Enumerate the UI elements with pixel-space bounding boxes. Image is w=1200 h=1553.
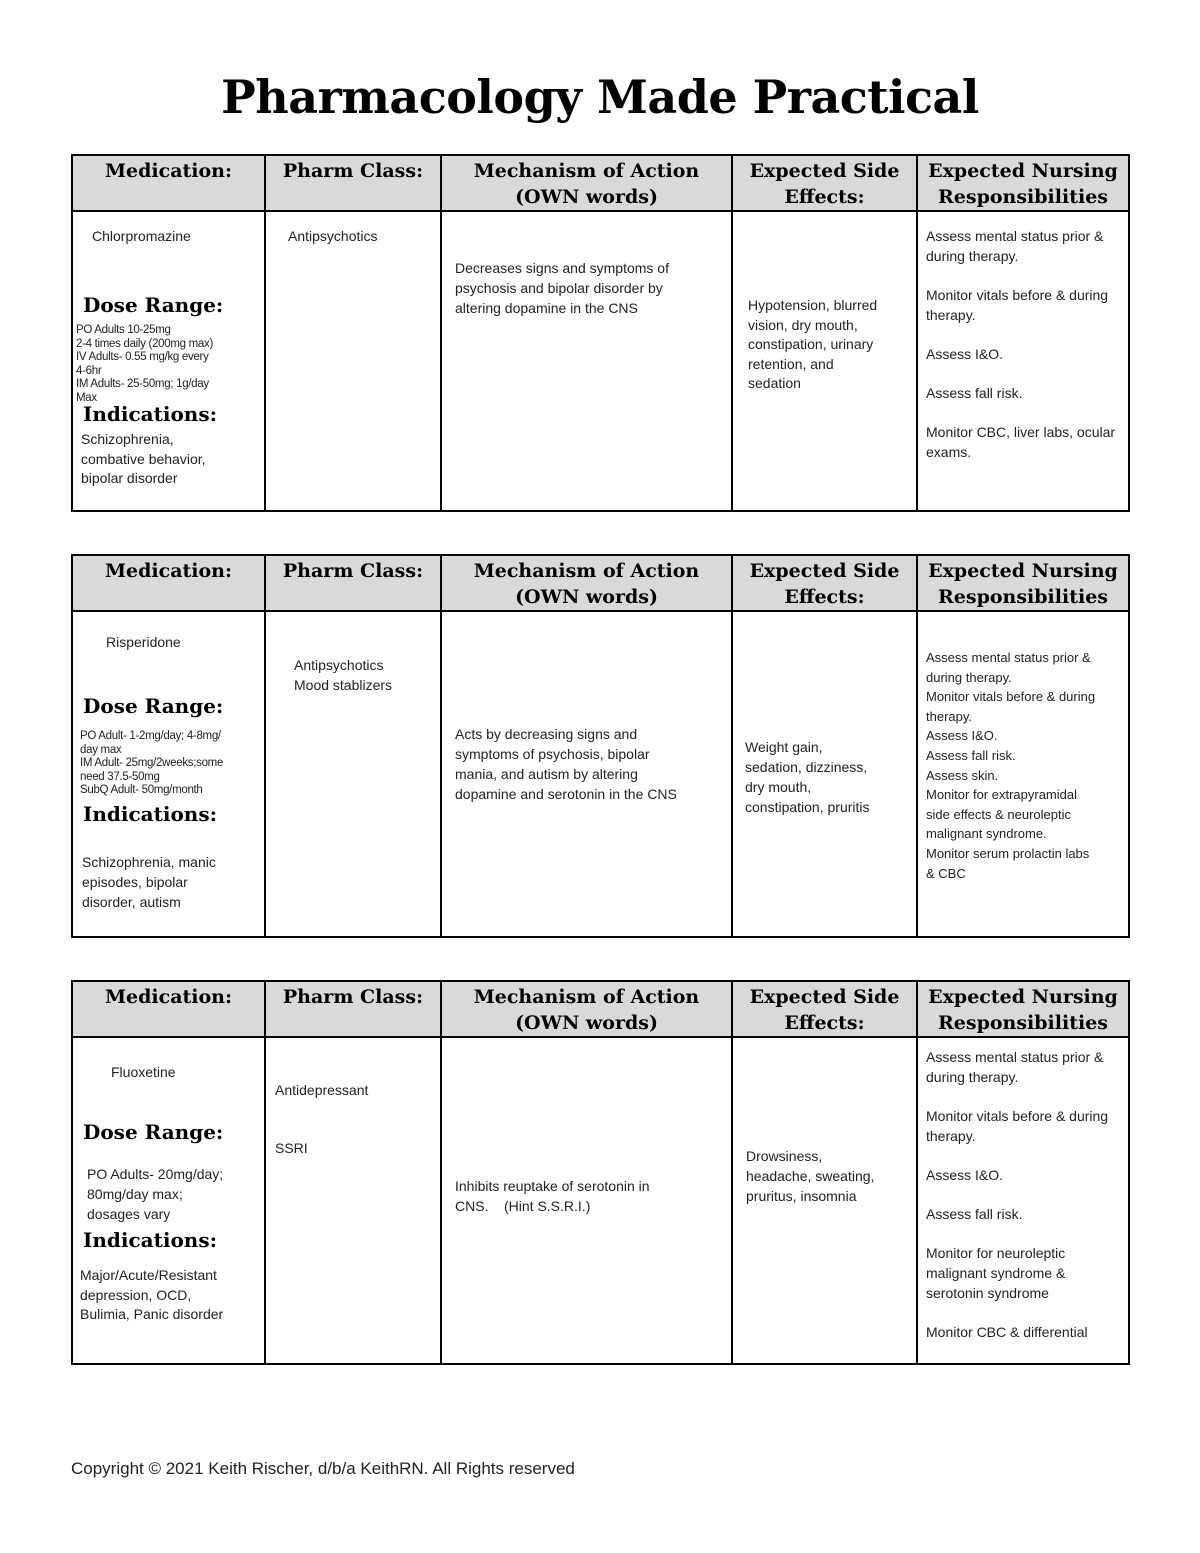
medication-cell bbox=[72, 211, 265, 511]
pharm-class-text: Antipsychotics bbox=[288, 228, 378, 244]
header-row bbox=[72, 155, 1129, 211]
header-mechanism: Mechanism of Action (OWN words) bbox=[441, 981, 732, 1037]
page-title: Pharmacology Made Practical bbox=[221, 70, 979, 124]
medication-table-2 bbox=[71, 554, 1130, 938]
header-row bbox=[72, 555, 1129, 611]
nursing-cell bbox=[917, 211, 1129, 511]
header-nursing: Expected Nursing Responsibilities bbox=[917, 555, 1129, 611]
header-row bbox=[72, 981, 1129, 1037]
medication-table-1 bbox=[71, 154, 1130, 512]
medication-cell bbox=[72, 1037, 265, 1364]
nursing-cell bbox=[917, 611, 1129, 937]
pharm-class-text: Antidepressant bbox=[275, 1082, 369, 1098]
table-row bbox=[72, 1037, 1129, 1364]
mechanism-text: Acts by decreasing signs and symptoms of psychosis, bipolar mania, and autism by altering dopamine and serotonin in the CNS bbox=[455, 726, 677, 802]
header-nursing: Expected Nursing Responsibilities bbox=[917, 981, 1129, 1037]
header-pharm-class: Pharm Class: bbox=[265, 981, 441, 1037]
side-effects-cell bbox=[732, 211, 917, 511]
side-effects-cell bbox=[732, 611, 917, 937]
indications-text: Major/Acute/Resistant depression, OCD, Bulimia, Panic disorder bbox=[80, 1267, 224, 1322]
dose-range-label: Dose Range: bbox=[83, 694, 224, 718]
pharm-class-text: Antipsychotics Mood stablizers bbox=[294, 657, 393, 693]
header-side-effects: Expected Side Effects: bbox=[732, 555, 917, 611]
header-medication: Medication: bbox=[72, 155, 265, 211]
header-side-effects: Expected Side Effects: bbox=[732, 981, 917, 1037]
side-effects-text: Hypotension, blurred vision, dry mouth, constipation, urinary retention, and sedation bbox=[748, 297, 878, 391]
mechanism-cell bbox=[441, 611, 732, 937]
dose-range-label: Dose Range: bbox=[83, 1120, 224, 1144]
mechanism-text: Decreases signs and symptoms of psychosis and bipolar disorder by altering dopamine in the CNS bbox=[455, 260, 669, 316]
header-pharm-class: Pharm Class: bbox=[265, 555, 441, 611]
indications-text: Schizophrenia, manic episodes, bipolar disorder, autism bbox=[82, 854, 216, 910]
mechanism-cell bbox=[441, 211, 732, 511]
indications-label: Indications: bbox=[83, 1228, 217, 1252]
indications-label: Indications: bbox=[83, 802, 217, 826]
medication-name: Fluoxetine bbox=[111, 1064, 176, 1080]
header-pharm-class: Pharm Class: bbox=[265, 155, 441, 211]
medication-name: Risperidone bbox=[106, 634, 181, 650]
table-row bbox=[72, 211, 1129, 511]
mechanism-cell bbox=[441, 1037, 732, 1364]
nursing-text: Assess mental status prior & during therapy. Monitor vitals before & during therapy. Assess I&O. Assess fall risk. Assess skin. Monitor for extrapyramidal side effects & neuroleptic malignant syndrome. Monitor serum prolactin labs & CBC bbox=[926, 650, 1096, 881]
nursing-text: Assess mental status prior & during therapy. Monitor vitals before & during therapy. Assess I&O. Assess fall risk. Monitor for neuroleptic malignant syndrome & serotonin syndrome Monitor CBC & differential bbox=[926, 1049, 1109, 1340]
header-mechanism: Mechanism of Action (OWN words) bbox=[441, 155, 732, 211]
dose-range-text: PO Adults- 20mg/day; 80mg/day max; dosages vary bbox=[87, 1166, 224, 1222]
header-nursing: Expected Nursing Responsibilities bbox=[917, 155, 1129, 211]
indications-text: Schizophrenia, combative behavior, bipolar disorder bbox=[81, 431, 206, 486]
dose-range-label: Dose Range: bbox=[83, 293, 224, 317]
medication-name: Chlorpromazine bbox=[92, 228, 191, 244]
dose-range-text: PO Adult- 1-2mg/day; 4-8mg/ day max IM Adult- 25mg/2weeks;some need 37.5-50mg SubQ Adult- 50mg/month bbox=[80, 730, 224, 796]
nursing-text: Assess mental status prior & during therapy. Monitor vitals before & during therapy. Assess I&O. Assess fall risk. Monitor CBC, liver labs, ocular exams. bbox=[926, 228, 1116, 460]
medication-table-3 bbox=[71, 980, 1130, 1365]
mechanism-text: Inhibits reuptake of serotonin in CNS. (Hint S.S.R.I.) bbox=[455, 1178, 650, 1214]
pharm-class-subtext: SSRI bbox=[275, 1140, 308, 1156]
nursing-cell bbox=[917, 1037, 1129, 1364]
header-side-effects: Expected Side Effects: bbox=[732, 155, 917, 211]
medication-cell bbox=[72, 611, 265, 937]
side-effects-cell bbox=[732, 1037, 917, 1364]
pharm-class-cell bbox=[265, 1037, 441, 1364]
copyright-footer: Copyright © 2021 Keith Rischer, d/b/a KeithRN. All Rights reserved bbox=[71, 1459, 575, 1478]
header-medication: Medication: bbox=[72, 555, 265, 611]
indications-label: Indications: bbox=[83, 402, 217, 426]
pharm-class-cell bbox=[265, 611, 441, 937]
header-medication: Medication: bbox=[72, 981, 265, 1037]
side-effects-text: Drowsiness, headache, sweating, pruritus, insomnia bbox=[746, 1148, 875, 1204]
dose-range-text: PO Adults 10-25mg 2-4 times daily (200mg max) IV Adults- 0.55 mg/kg every 4-6hr IM Adults- 25-50mg; 1g/day Max bbox=[76, 324, 213, 404]
table-row bbox=[72, 611, 1129, 937]
header-mechanism: Mechanism of Action (OWN words) bbox=[441, 555, 732, 611]
side-effects-text: Weight gain, sedation, dizziness, dry mouth, constipation, pruritis bbox=[745, 739, 870, 815]
pharm-class-cell bbox=[265, 211, 441, 511]
